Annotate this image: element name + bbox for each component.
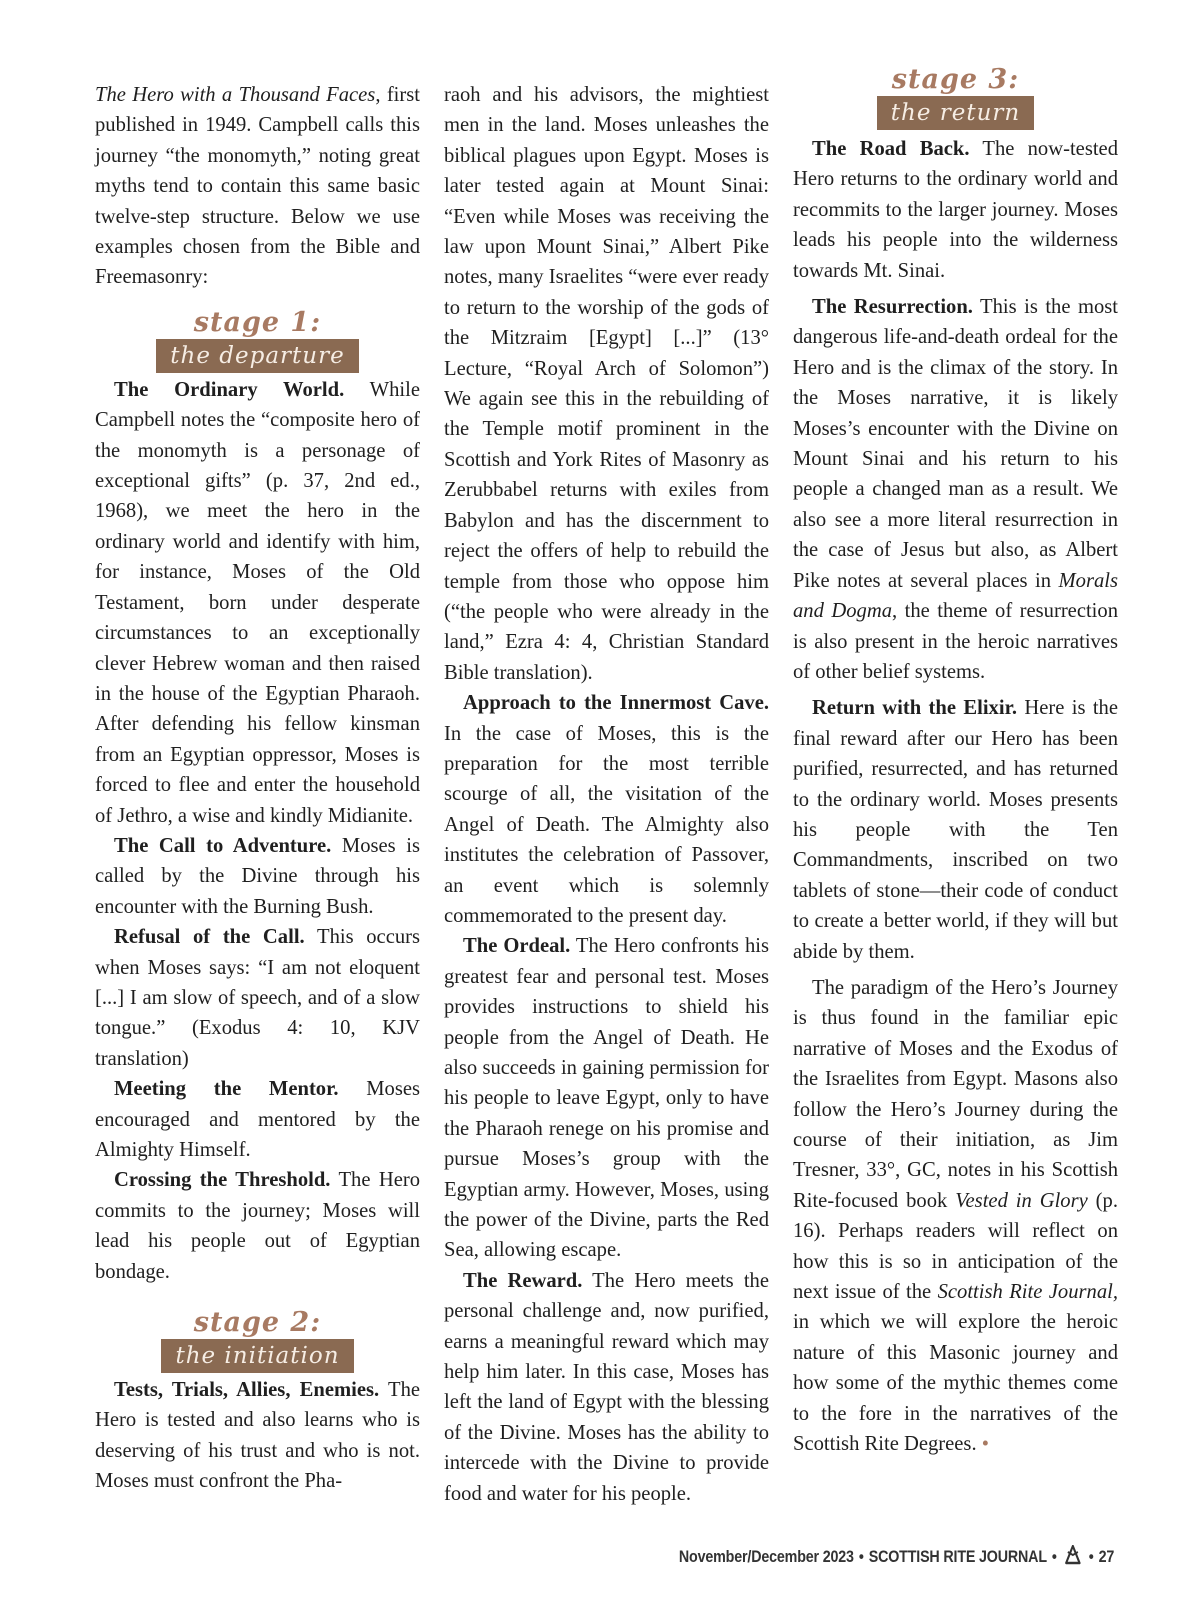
footer-issue-date: November/December 2023 [678,1547,854,1566]
road-back-paragraph: The Road Back. The now-tested Hero returns to the ordinary world and recommits to the larger journey. Moses leads his people into the wilderness towards Mt. Sinai. [793,138,1118,282]
call-to-adventure-heading: The Call to Adventure. [114,834,332,857]
innermost-cave-heading: Approach to the Innermost Cave. [463,692,769,715]
column-left [95,80,420,1497]
end-of-article-bullet: • [981,1433,989,1456]
column-right [793,64,1118,1459]
reward-heading: The Reward. [463,1269,583,1292]
call-to-adventure-paragraph: The Call to Adventure. Moses is called by the Divine through his encounter with the Burning Bush. [95,834,420,918]
footer-journal-name: SCOTTISH RITE JOURNAL [868,1547,1047,1566]
stage-3-name-band: the return [877,96,1034,130]
stage-3-number: stage 3: [891,64,1020,95]
footer-separator: • [1051,1547,1057,1566]
tests-trials-paragraph: Tests, Trials, Allies, Enemies. The Hero is tested and also learns who is deserving of his trust and who is not. Moses must confront the Pha- [95,1379,421,1493]
ordeal-paragraph: The Ordeal. The Hero confronts his greatest fear and personal test. Moses provides instructions to shield his people from the Angel of Death. He also succeeds in gaining permission for his people to leave Egypt, only to have the Pharaoh renege on his promise and pursue Moses’s group with the Egyptian army. However, Moses, using the power of the Divine, parts the Red Sea, allowing escape. [444,935,769,1262]
meeting-mentor-paragraph: Meeting the Mentor. Moses encouraged and mentored by the Almighty Himself. [95,1078,420,1161]
double-eagle-emblem-icon [1063,1545,1081,1570]
stage-2-name-band: the initiation [161,1339,353,1373]
stage-2-number: stage 2: [193,1307,322,1339]
reward-paragraph: The Reward. The Hero meets the personal challenge and, now purified, earns a meaningful reward which may help him later. In this case, Moses has left the land of Egypt with the blessing of the Divine. Moses has the ability to intercede with the Divine to provide food and water for his people. [444,1269,769,1505]
resurrection-paragraph: The Resurrection. This is the most dangerous life-and-death ordeal for the Hero and is the climax of the story. In the Moses narrative, it is likely Moses’s encounter with the Divine on Mount Sinai and his return to his people a changed man as a result. We also see a more literal resurrection in the case of Jesus but also, as Albert Pike notes at several places in Morals and Dogma, the theme of resurrection is also present in the heroic narratives of other belief systems. [793,296,1118,683]
book-title-vested-in-glory: Vested in Glory [955,1189,1088,1212]
refusal-of-call-paragraph: Refusal of the Call. This occurs when Moses says: “I am not eloquent [...] I am slow of speech, and of a slow tongue.” (Exodus 4: 10, KJV translation) [95,926,420,1070]
paradigm-paragraph: The paradigm of the Hero’s Journey is thus found in the familiar epic narrative of Moses and the Exodus of the Israelites from Egypt. Masons also follow the Hero’s Journey during the course of their initiation, as Jim Tresner, 33°, GC, notes in his Scottish Rite-focused book Vested in Glory (p. 16). Perhaps readers will reflect on how this is so in anticipation of the next issue of the Scottish Rite Journal, in which we will explore the heroic nature of this Masonic journey and how some of the mythic themes come to the fore in the narratives of the Scottish Rite Degrees. • [793,976,1118,1456]
refusal-of-call-heading: Refusal of the Call. [114,926,305,949]
crossing-threshold-paragraph: Crossing the Threshold. The Hero commits to the journey; Moses will lead his people out of Egyptian bondage. [95,1169,421,1283]
footer-separator: • [858,1547,864,1566]
pharaoh-continuation-paragraph: raoh and his advisors, the mightiest men in the land. Moses unleashes the biblical plagues upon Egypt. Moses is later tested again at Mount Sinai: “Even while Moses was receiving the law upon Mount Sinai,” Albert Pike notes, many Israelites “were ever ready to return to the worship of the gods of the Mitzraim [Egypt] [...]” (13° Lecture, “Royal Arch of Solomon”) We again see this in the rebuilding of the Temple motif prominent in the Scottish and York Rites of Masonry as Zerubbabel returns with exiles from Babylon and has the discernment to reject the offers of help to rebuild the temple from those who oppose him (“the people who were already in the land,” Ezra 4: 4, Christian Standard Bible translation). [444,84,769,684]
meeting-mentor-heading: Meeting the Mentor. [114,1078,339,1101]
book-title-morals-and-dogma: Morals and Dogma [793,569,1118,623]
footer-page-number: 27 [1098,1547,1114,1566]
ordinary-world-heading: The Ordinary World. [114,378,345,401]
stage-1-name-band: the departure [156,339,358,373]
elixir-paragraph: Return with the Elixir. Here is the final reward after our Hero has been purified, resurrected, and has returned to the ordinary world. Moses presents his people with the Ten Commandments, inscribed on two tablets of stone—their code of conduct to create a better world, if they will but abide by them. [793,697,1118,963]
road-back-heading: The Road Back. [812,138,970,160]
ordinary-world-paragraph: The Ordinary World. While Campbell notes the “composite hero of the monomyth is a personage of exceptional gifts” (p. 37, 2nd ed., 1968), we meet the hero in the ordinary world and identify with him, for instance, Moses of the Old Testament, born under desperate circumstances to an exceptionally clever Hebrew woman and then raised in the house of the Egyptian Pharaoh. After defending his fellow kinsman from an Egyptian oppressor, Moses is forced to flee and enter the household of Jethro, a wise and kindly Midianite. [95,378,420,827]
innermost-cave-paragraph: Approach to the Innermost Cave. In the case of Moses, this is the preparation for the most terrible scourge of all, the visitation of the Angel of Death. The Almighty also institutes the celebration of Passover, an event which is solemnly commemorated to the present day. [444,692,769,927]
book-title-hero-thousand-faces: The Hero with a Thousand Faces [95,84,376,106]
stage-2-heading [95,1307,420,1373]
intro-paragraph: The Hero with a Thousand Faces, first published in 1949. Campbell calls this journey “the monomyth,” noting great myths tend to contain this same basic twelve-step structure. Below we use examples chosen from the Bible and Freemasonry: [95,84,420,289]
stage-1-heading [95,307,420,373]
column-middle [444,80,769,1509]
ordeal-heading: The Ordeal. [463,935,571,958]
footer-separator: • [1088,1547,1094,1566]
resurrection-heading: The Resurrection. [812,296,973,319]
journal-title-scottish-rite-journal: Scottish Rite Journal, [937,1281,1118,1304]
elixir-heading: Return with the Elixir. [812,697,1017,720]
crossing-threshold-heading: Crossing the Threshold. [114,1169,331,1192]
page-footer [679,1545,1114,1570]
stage-3-heading [793,64,1118,130]
tests-trials-heading: Tests, Trials, Allies, Enemies. [114,1379,380,1402]
stage-1-number: stage 1: [193,306,322,338]
